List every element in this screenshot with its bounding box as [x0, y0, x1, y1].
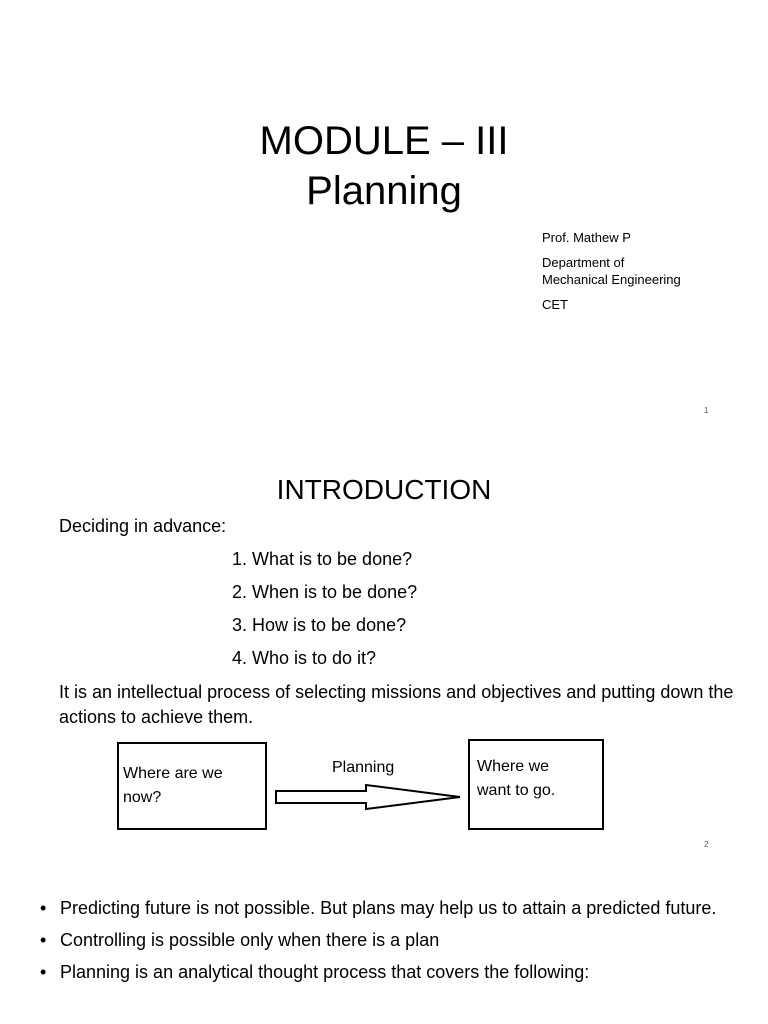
- bullet-dot-icon: •: [40, 962, 47, 982]
- slide-1: [0, 0, 768, 430]
- page-number: 2: [704, 840, 709, 849]
- slide-3: [0, 866, 768, 1024]
- page-number: 1: [704, 406, 709, 415]
- bullet-dot-icon: •: [40, 930, 47, 950]
- title-line-2: Planning: [306, 169, 462, 213]
- current-state-box: [117, 742, 267, 830]
- bullet-text: Controlling is possible only when there is a plan: [60, 930, 440, 950]
- current-state-line-1: Where are we: [123, 765, 223, 782]
- bullet-item: [40, 896, 760, 921]
- department-line-2: Mechanical Engineering: [542, 272, 681, 287]
- question-item: 1. What is to be done?: [232, 549, 413, 569]
- target-state-box: [468, 739, 604, 830]
- author-name: Prof. Mathew P: [542, 230, 631, 245]
- title-line-1: MODULE – III: [259, 119, 509, 163]
- bullet-list: [40, 896, 760, 992]
- question-item: 2. When is to be done?: [232, 582, 418, 602]
- block-arrow-icon: [274, 782, 464, 812]
- question-item: 3. How is to be done?: [232, 615, 407, 635]
- question-list: [232, 549, 417, 681]
- department-line-1: Department of: [542, 255, 625, 270]
- slide-title: [0, 116, 768, 216]
- target-state-line-1: Where we: [477, 758, 550, 775]
- question-item: 4. Who is to do it?: [232, 648, 377, 668]
- bullet-item: [40, 960, 760, 985]
- slide-2: [0, 432, 768, 864]
- bullet-text: Planning is an analytical thought process that covers the following:: [60, 962, 590, 982]
- target-state-line-2: want to go.: [477, 782, 556, 799]
- bullet-item: [40, 928, 760, 953]
- bullet-dot-icon: •: [40, 898, 47, 918]
- arrow-label: Planning: [332, 759, 395, 776]
- author-department: [542, 254, 681, 288]
- current-state-line-2: now?: [123, 789, 162, 806]
- author-institution: CET: [542, 297, 568, 312]
- bullet-text: Predicting future is not possible. But plans may help us to attain a predicted future.: [60, 898, 717, 918]
- definition-paragraph: It is an intellectual process of selecting missions and objectives and putting down the actions to achieve them.: [59, 682, 734, 727]
- lead-text: Deciding in advance:: [59, 516, 227, 536]
- slide-title: INTRODUCTION: [276, 474, 492, 505]
- author-block: [542, 229, 681, 321]
